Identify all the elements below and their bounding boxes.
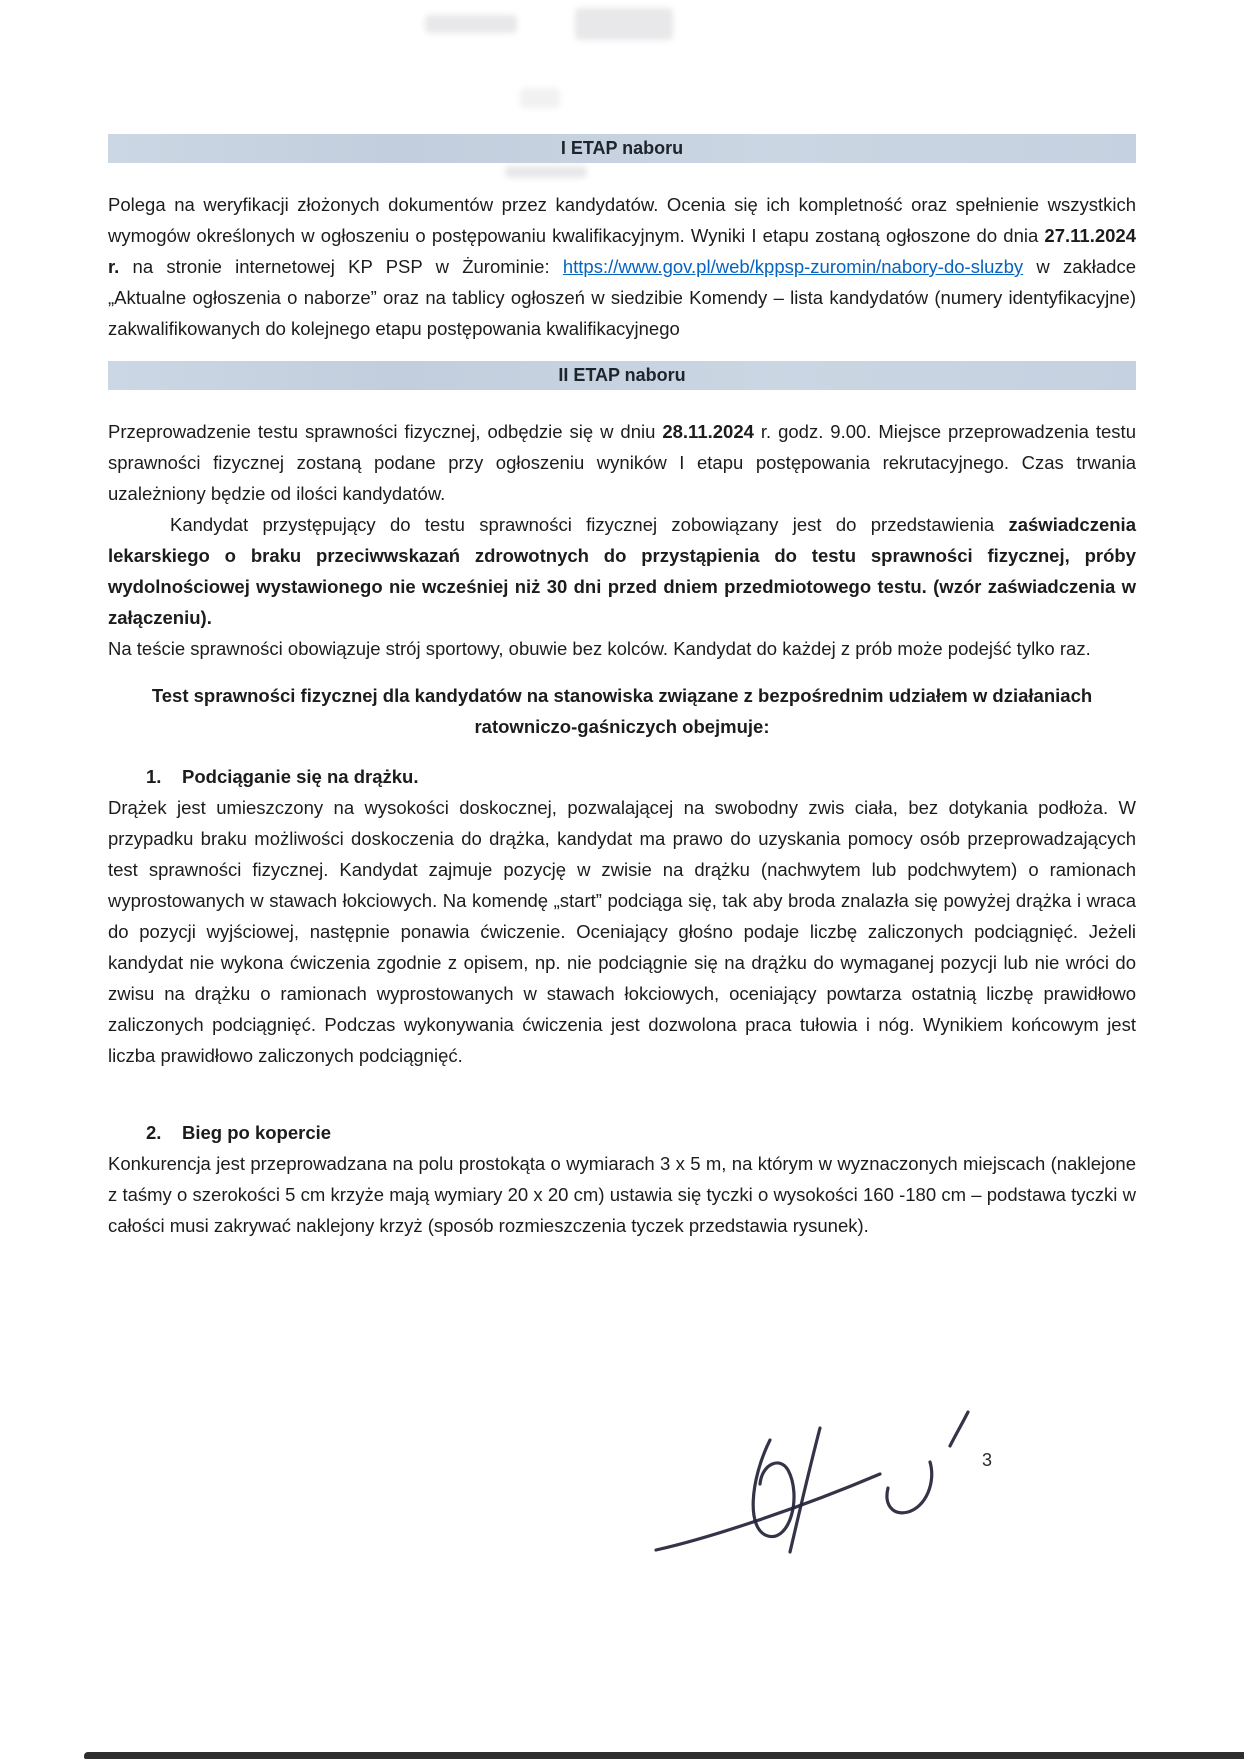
text: Kandydat przystępujący do testu sprawności fizycznej zobowiązany jest do przedstawienia bbox=[170, 514, 1009, 535]
exercise-1-description: Drążek jest umieszczony na wysokości doskocznej, pozwalającej na swobodny zwis ciała, bez dotykania podłoża. W przypadku braku możliwości doskoczenia do drążka, kandydat ma prawo do uzyskania pomocy osób przeprowadzających test sprawności fizycznej. Kandydat zajmuje pozycję w zwisie na drążku (nachwytem lub podchwytem) o ramionach wyprostowanych w stawach łokciowych. Na komendę „start” podciąga się, tak aby broda znalazła się powyżej drążka i wraca do pozycji wyjściowej, następnie ponawia ćwiczenie. Oceniający głośno podaje liczbę zaliczonych podciągnięć. Jeżeli kandydat nie wykona ćwiczenia zgodnie z opisem, np. nie podciągnie się na drążku do wymaganej pozycji lub nie wróci do zwisu na drążku o ramionach wyprostowanych w stawach łokciowych, oceniający powtarza ostatnią liczbę prawidłowo zaliczonych podciągnięć. Podczas wykonywania ćwiczenia jest dozwolona praca tułowia i nóg. Wynikiem końcowym jest liczba prawidłowo zaliczonych podciągnięć. bbox=[108, 796, 1136, 1066]
stage1-header-bar bbox=[108, 134, 1136, 163]
scan-edge-artifact bbox=[84, 1752, 1244, 1759]
text: Polega na weryfikacji złożonych dokumentów przez kandydatów. Ocenia się ich kompletność oraz spełnienie wszystkich wymogów określonych w ogłoszeniu o postępowaniu kwalifikacyjnym. Wyniki I etapu zostaną ogłoszone do dnia bbox=[108, 194, 1136, 246]
bold-text: zaświadczenia lekarskiego o braku przeciwwskazań zdrowotnych do przystąpienia do testu sprawności fizycznej, próby wydolnościowej wystawionego nie wcześniej niż 30 dni przed dniem przedmiotowego testu. (wzór zaświadczenia w załączeniu). bbox=[108, 514, 1136, 628]
text: w zakładce „Aktualne ogłoszenia o naborze” oraz na tablicy ogłoszeń w siedzibie Komendy – lista kandydatów (numery identyfikacyjne) zakwalifikowanych do kolejnego etapu postępowania kwalifikacyjnego bbox=[108, 256, 1136, 339]
hyperlink[interactable]: https://www.gov.pl/web/kppsp-zuromin/nabory-do-sluzby bbox=[562, 256, 1024, 277]
exercise-1-number: 1. bbox=[146, 765, 162, 787]
stage2-certificate-paragraph bbox=[108, 509, 1136, 633]
text: r. godz. 9.00. Miejsce przeprowadzenia testu sprawności fizycznej zostaną podane przy ogłoszeniu wyników I etapu postępowania rekrutacyjnego. Czas trwania uzależniony będzie od ilości kandydatów. bbox=[108, 421, 1136, 504]
exercise-2-description: Konkurencja jest przeprowadzana na polu prostokąta o wymiarach 3 x 5 m, na którym w wyznaczonych miejscach (naklejone z taśmy o szerokości 5 cm krzyże mają wymiary 20 x 20 cm) ustawia się tyczki o wysokości 160 -180 cm – podstawa tyczki w całości musi zakrywać naklejony krzyż (sposób rozmieszczenia tyczek przedstawia rysunek). bbox=[108, 1152, 1136, 1236]
stage2-schedule-paragraph bbox=[108, 416, 1136, 509]
document-content bbox=[108, 134, 1136, 1241]
stage2-header-bar bbox=[108, 361, 1136, 390]
exercise-1-title: Podciąganie się na drążku. bbox=[182, 765, 419, 787]
bold-text: 27.11.2024 r. bbox=[108, 225, 1136, 277]
fitness-test-heading: Test sprawności fizycznej dla kandydatów na stanowiska związane z bezpośrednim udziałem w działaniach ratowniczo-gaśniczych obejmuje: bbox=[151, 685, 1093, 737]
handwritten-signature bbox=[650, 1400, 1000, 1575]
scan-artifact bbox=[575, 8, 673, 40]
exercise-2-heading bbox=[108, 1117, 1136, 1148]
stage1-header-title: I ETAP naboru bbox=[560, 138, 684, 158]
text: na stronie internetowej KP PSP w Żurominie: bbox=[119, 256, 563, 277]
scan-artifact bbox=[425, 15, 517, 33]
stage2-header-title: II ETAP naboru bbox=[558, 365, 686, 385]
stage2-attire-paragraph: Na teście sprawności obowiązuje strój sportowy, obuwie bez kolców. Kandydat do każdej z prób może podejść tylko raz. bbox=[108, 638, 1091, 659]
exercise-2-number: 2. bbox=[146, 1121, 162, 1143]
page-number: 3 bbox=[982, 1450, 993, 1470]
exercise-2-title: Bieg po kopercie bbox=[182, 1121, 332, 1143]
stage1-paragraph bbox=[108, 189, 1136, 344]
scan-artifact bbox=[520, 88, 560, 108]
bold-text: 28.11.2024 bbox=[662, 421, 754, 442]
text: Przeprowadzenie testu sprawności fizycznej, odbędzie się w dniu bbox=[108, 421, 663, 442]
exercise-1-heading bbox=[108, 761, 1136, 792]
